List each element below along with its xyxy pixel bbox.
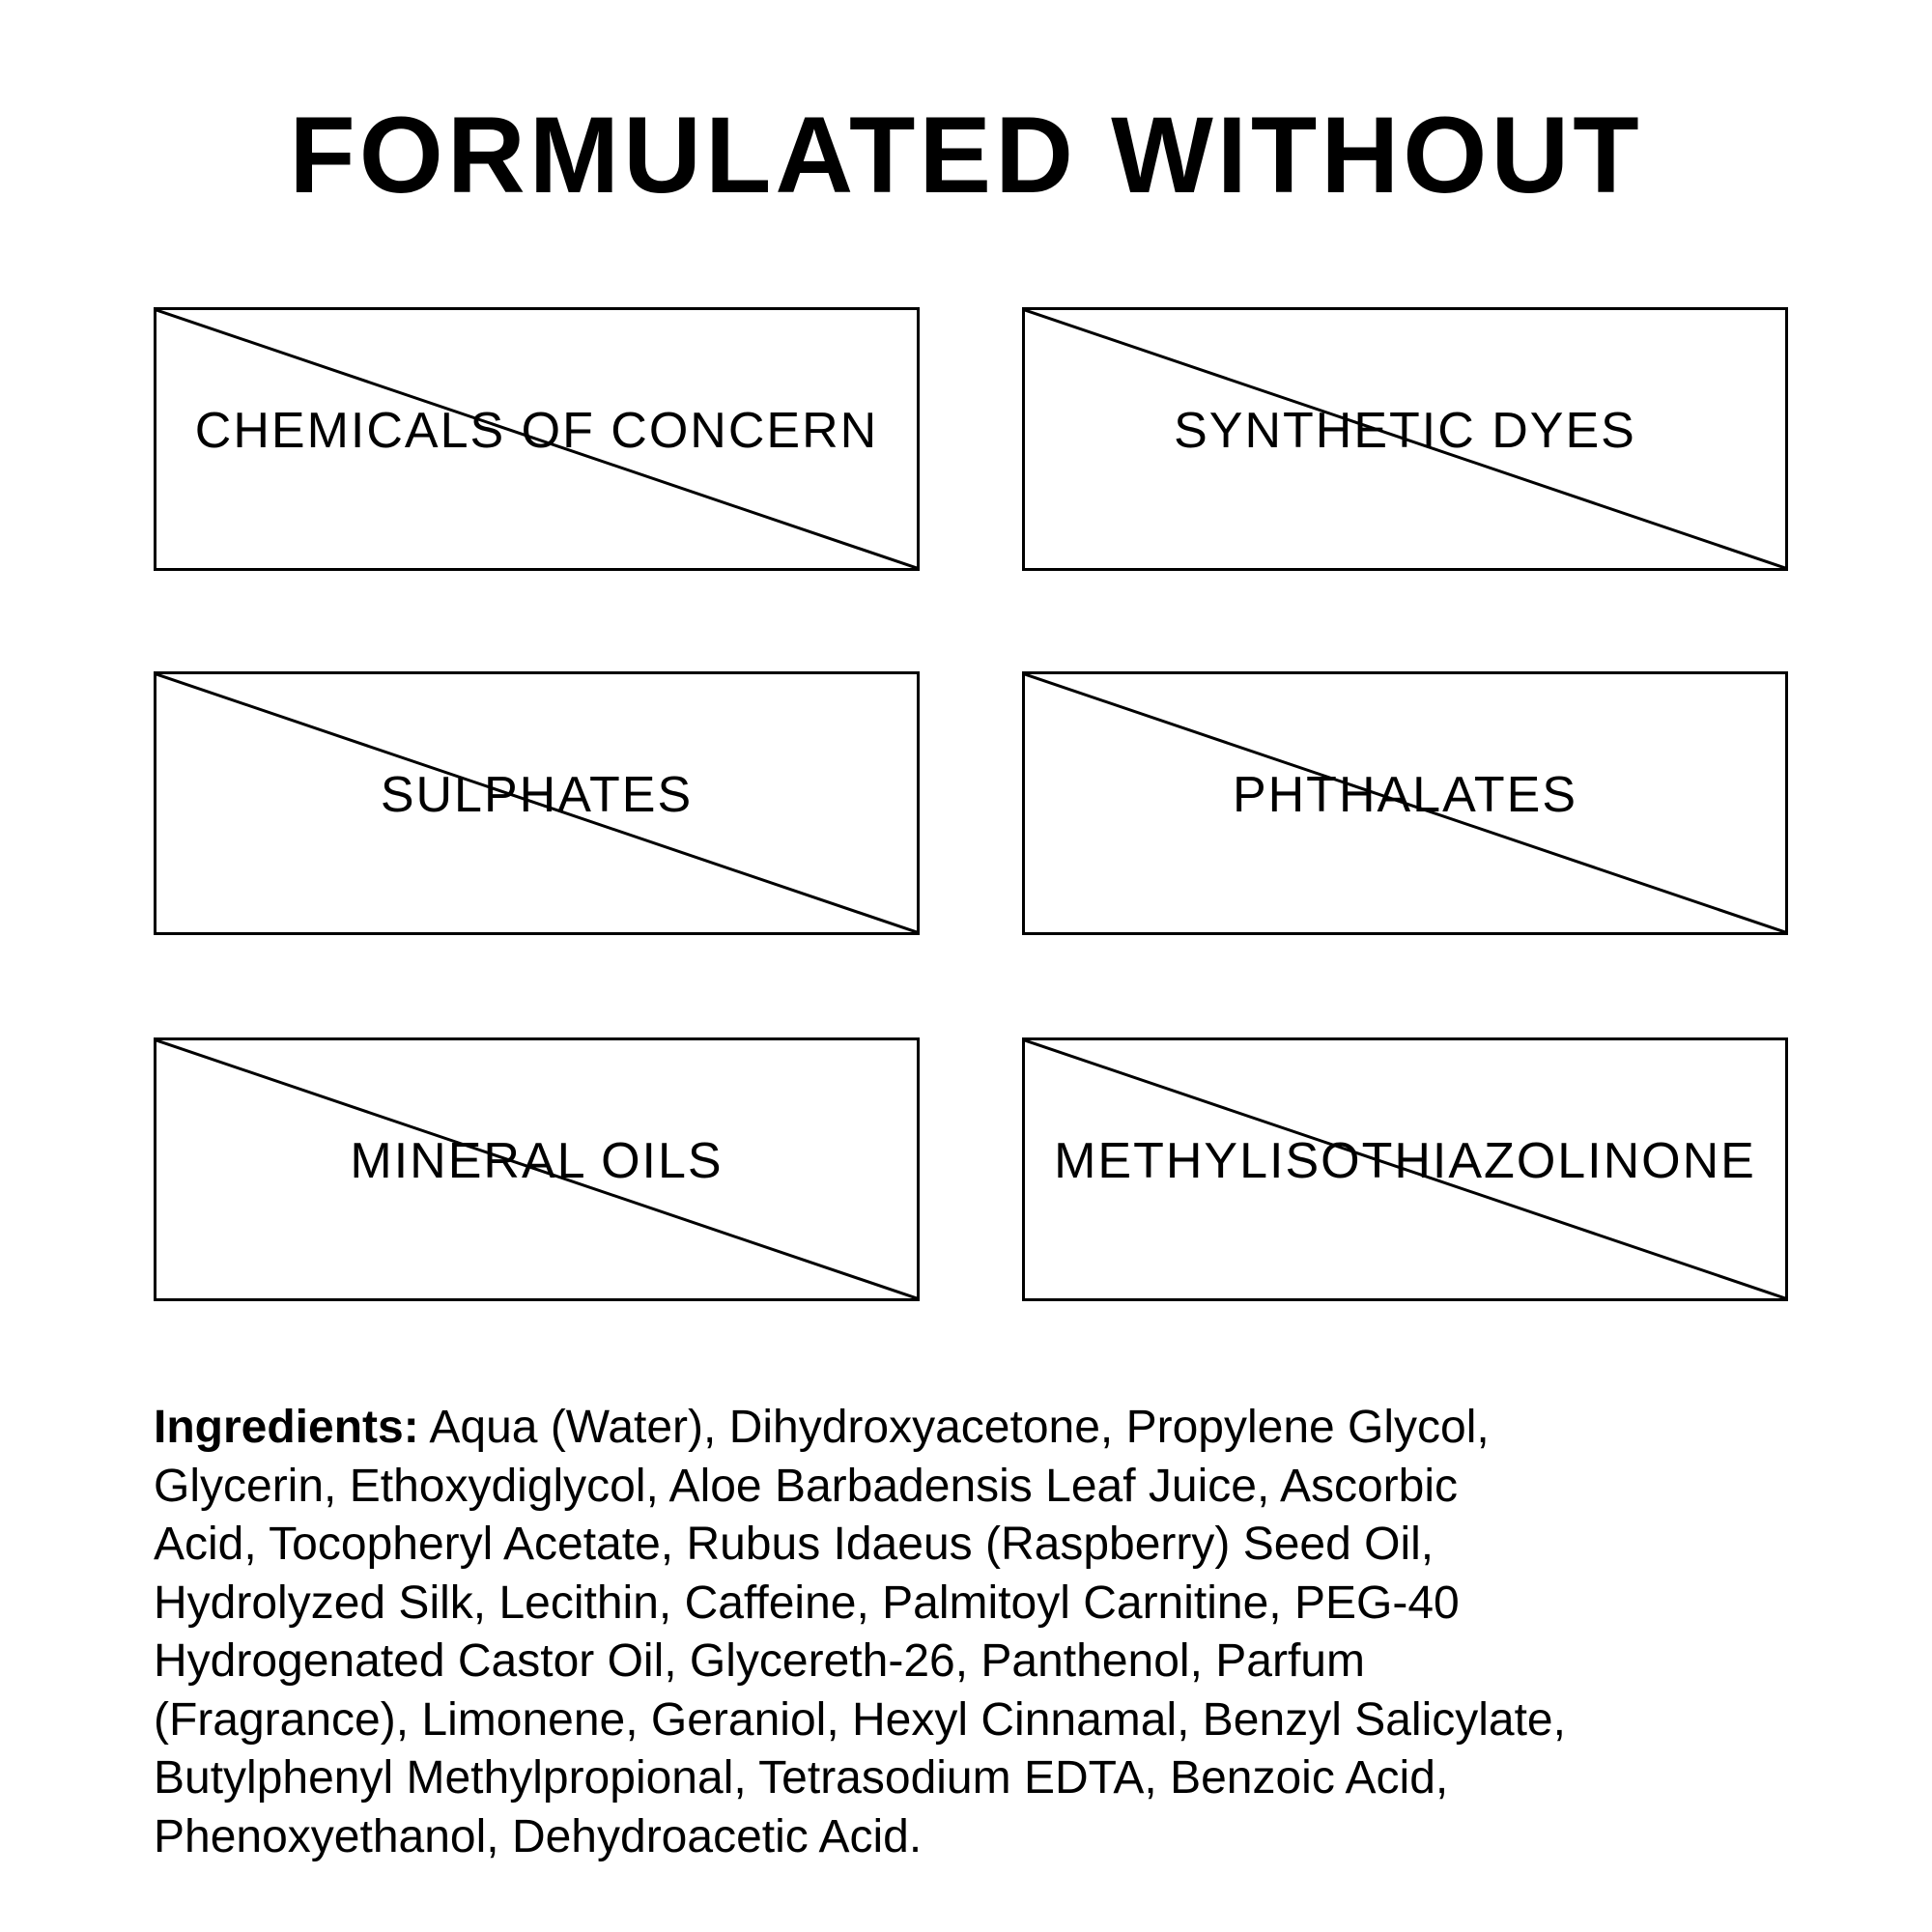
excluded-methylisothiazolinone-box: [1022, 1037, 1788, 1301]
excluded-chemicals-of-concern-box: [154, 307, 920, 571]
box-label: SYNTHETIC DYES: [1174, 402, 1636, 459]
ingredients-line: Acid, Tocopheryl Acetate, Rubus Idaeus (Raspberry) Seed Oil,: [154, 1519, 1435, 1570]
box-label: SULPHATES: [380, 766, 694, 823]
excluded-sulphates-box: [154, 671, 920, 935]
ingredients-line: Glycerin, Ethoxydiglycol, Aloe Barbadensis Leaf Juice, Ascorbic: [154, 1460, 1459, 1512]
box-label: CHEMICALS OF CONCERN: [194, 402, 879, 459]
excluded-mineral-oils-box: [154, 1037, 920, 1301]
ingredients-line: Hydrolyzed Silk, Lecithin, Caffeine, Palmitoyl Carnitine, PEG-40: [154, 1577, 1460, 1629]
ingredients-line: Hydrogenated Castor Oil, Glycereth-26, Panthenol, Parfum: [154, 1635, 1365, 1687]
ingredients-line: [154, 1399, 1796, 1458]
ingredients-line: (Fragrance), Limonene, Geraniol, Hexyl Cinnamal, Benzyl Salicylate,: [154, 1693, 1566, 1746]
ingredients-line: Phenoxyethanol, Dehydroacetic Acid.: [154, 1810, 923, 1862]
box-label: METHYLISOTHIAZOLINONE: [1054, 1132, 1756, 1189]
box-label: PHTHALATES: [1232, 766, 1578, 823]
ingredients-text: Aqua (Water), Dihydroxyacetone, Propylene Glycol,: [418, 1402, 1490, 1453]
excluded-synthetic-dyes-box: [1022, 307, 1788, 571]
ingredients-list: [154, 1399, 1796, 1866]
page-title: FORMULATED WITHOUT: [289, 95, 1643, 215]
excluded-phthalates-box: [1022, 671, 1788, 935]
ingredients-label: Ingredients:: [154, 1402, 419, 1453]
box-label: MINERAL OILS: [350, 1132, 724, 1189]
ingredients-line: Butylphenyl Methylpropional, Tetrasodium EDTA, Benzoic Acid,: [154, 1752, 1449, 1804]
